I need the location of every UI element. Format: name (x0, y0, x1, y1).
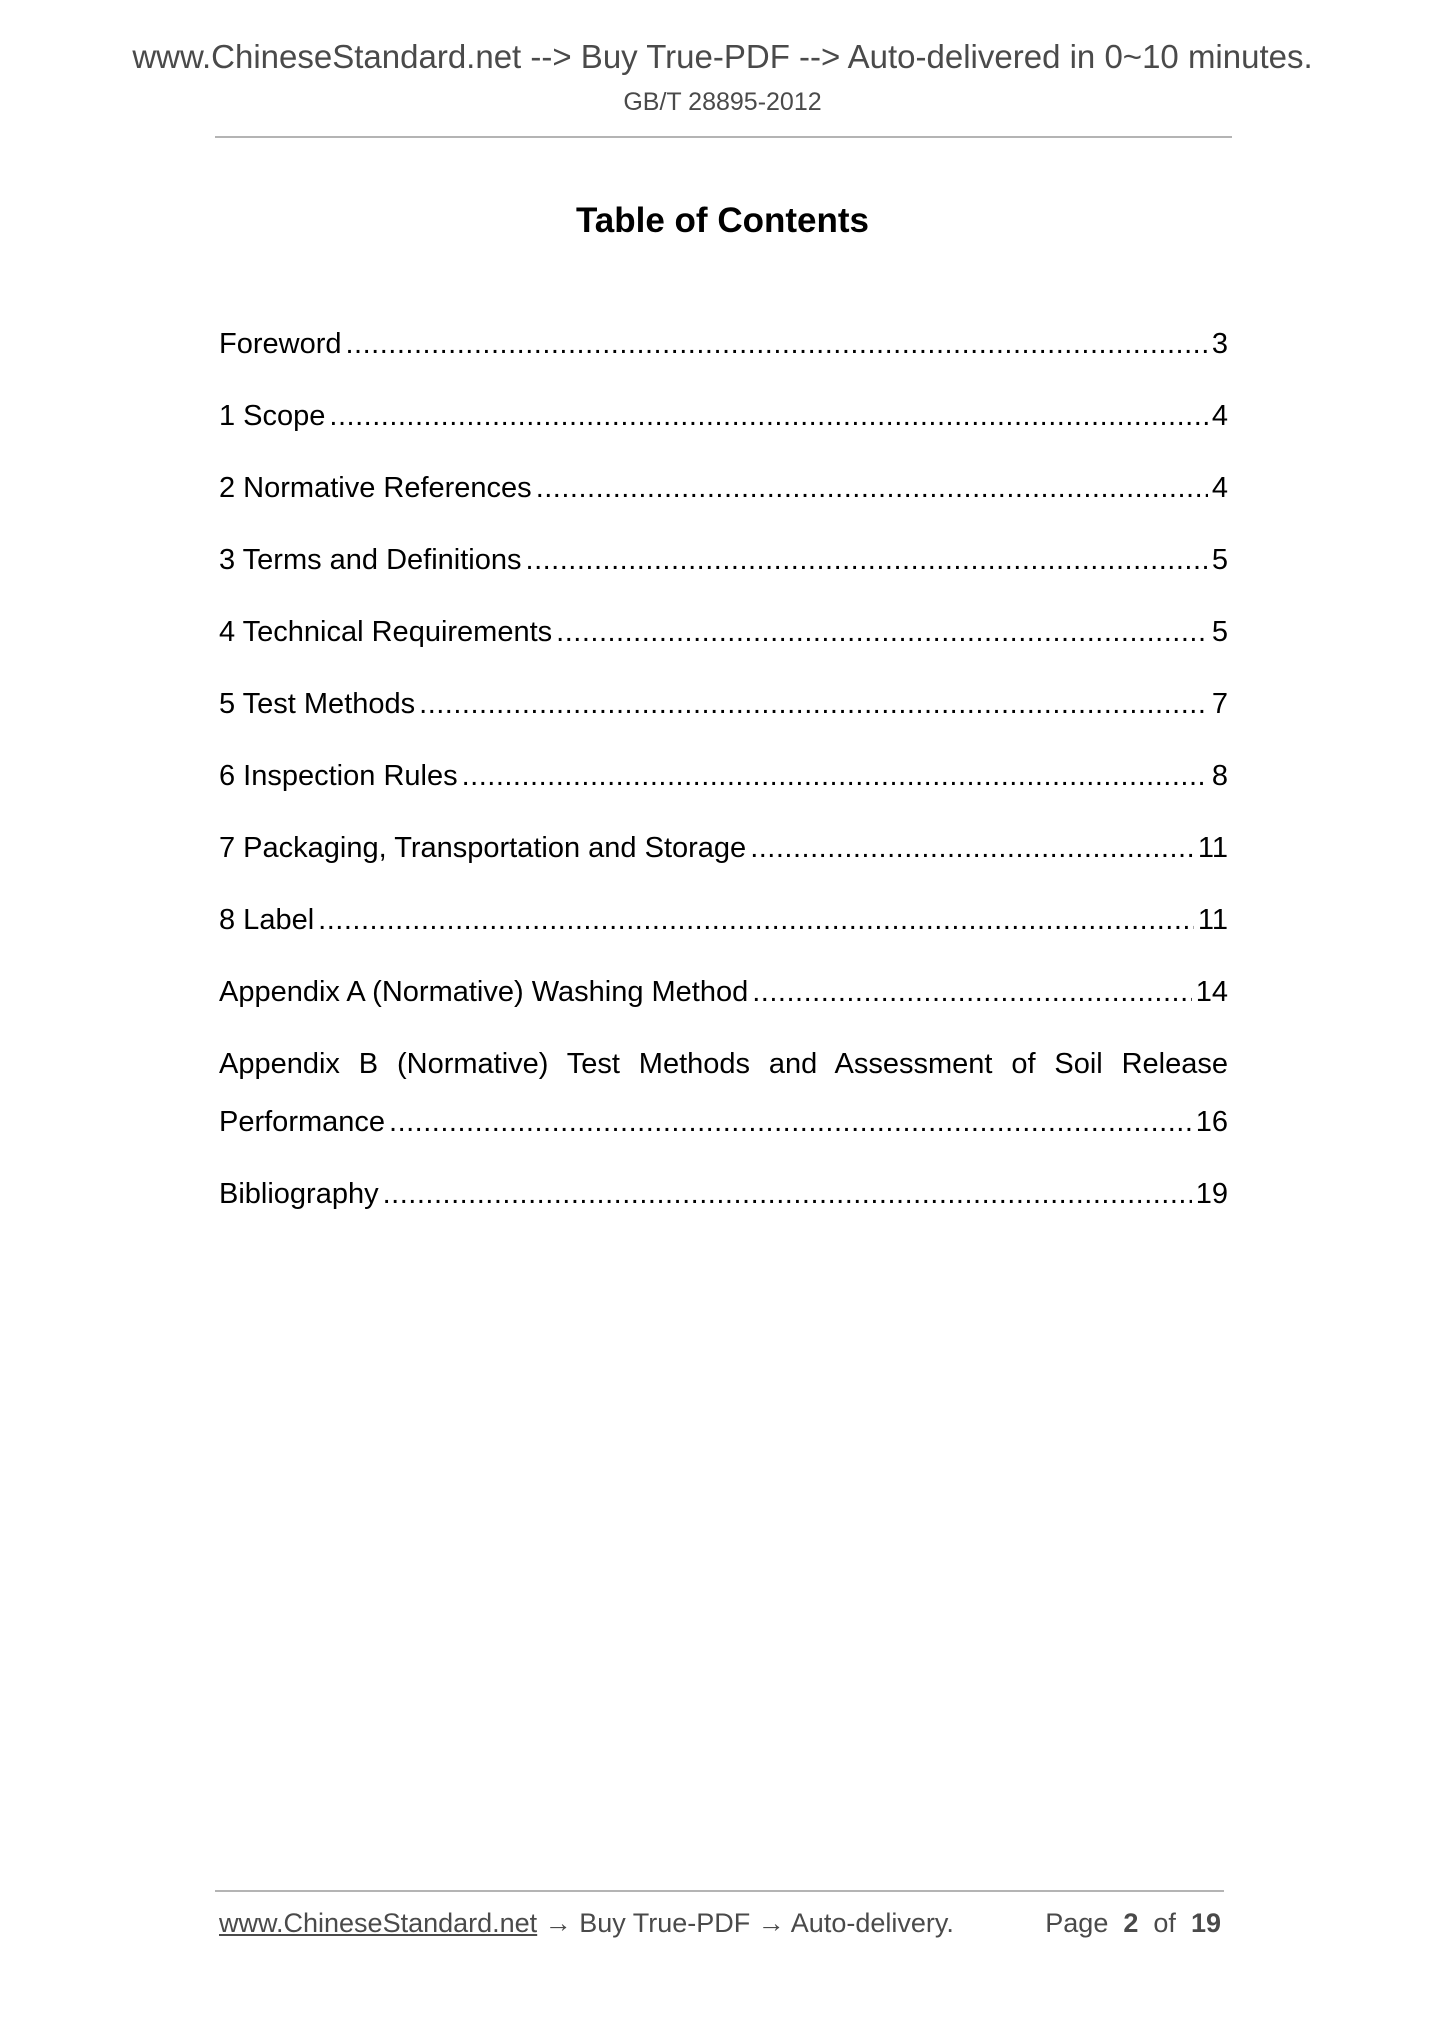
toc-entry-page: 3 (1211, 328, 1228, 360)
dot-leader (750, 828, 1194, 868)
toc-entry-page: 11 (1197, 904, 1228, 936)
toc-entry-packaging[interactable] (219, 828, 1228, 868)
toc-entry-label: 5 Test Methods (219, 688, 416, 720)
toc-entry-page: 19 (1195, 1178, 1228, 1210)
toc-entry-page: 11 (1197, 832, 1228, 864)
of-word: of (1153, 1908, 1176, 1938)
dot-leader (536, 468, 1208, 508)
toc-entry-scope[interactable] (219, 396, 1228, 436)
dot-leader (318, 900, 1194, 940)
dot-leader (462, 756, 1208, 796)
toc-entry-page: 14 (1195, 976, 1228, 1008)
page-current: 2 (1123, 1908, 1139, 1938)
dot-leader (383, 1174, 1192, 1214)
page-total: 19 (1190, 1908, 1221, 1938)
toc-entry-label: 3 Terms and Definitions (219, 544, 522, 576)
toc-entry-bibliography[interactable] (219, 1174, 1228, 1214)
toc-entry-label: Bibliography (219, 1178, 379, 1210)
toc-entry-label-section[interactable] (219, 900, 1228, 940)
toc-entry-label: 7 Packaging, Transportation and Storage (219, 832, 747, 864)
page-footer (219, 1908, 1224, 1944)
toc-entry-label: Performance (219, 1106, 386, 1138)
header-divider (215, 136, 1232, 138)
toc-entry-label: 1 Scope (219, 400, 326, 432)
toc-entry-appendix-b[interactable] (219, 1102, 1228, 1142)
dot-leader (329, 396, 1207, 436)
arrow-right-icon: → (757, 1908, 785, 1938)
toc-entry-normative-references[interactable] (219, 468, 1228, 508)
dot-leader (556, 612, 1208, 652)
arrow-right-icon: → (544, 1908, 572, 1938)
footer-divider (215, 1890, 1224, 1892)
toc-entry-inspection-rules[interactable] (219, 756, 1228, 796)
toc-entry-technical-requirements[interactable] (219, 612, 1228, 652)
page-indicator (1045, 1908, 1221, 1939)
footer-promo (219, 1908, 954, 1939)
page-word: Page (1045, 1908, 1109, 1938)
toc-entry-page: 4 (1211, 400, 1228, 432)
toc-entry-appendix-a[interactable] (219, 972, 1228, 1012)
toc-title: Table of Contents (576, 201, 869, 240)
toc-entry-page: 4 (1211, 472, 1228, 504)
standard-number: GB/T 28895-2012 (623, 88, 822, 116)
toc-entry-page: 7 (1211, 688, 1228, 720)
toc-entry-test-methods[interactable] (219, 684, 1228, 724)
toc-entry-label: 2 Normative References (219, 472, 532, 504)
toc-entry-terms-and-definitions[interactable] (219, 540, 1228, 580)
toc-entry-label: 4 Technical Requirements (219, 616, 553, 648)
toc-entry-label: 6 Inspection Rules (219, 760, 458, 792)
footer-text-buy: Buy True-PDF (579, 1908, 751, 1938)
toc-entry-foreword[interactable] (219, 324, 1228, 364)
footer-text-delivery: Auto-delivery. (790, 1908, 954, 1938)
dot-leader (346, 324, 1208, 364)
toc-entry-appendix-b-line1[interactable]: Appendix B (Normative) Test Methods and Assessment of Soil Release (219, 1048, 1228, 1080)
toc-entry-label: Foreword (219, 328, 342, 360)
dot-leader (389, 1102, 1192, 1142)
footer-site-link[interactable]: www.ChineseStandard.net (219, 1908, 538, 1938)
toc-entry-page: 8 (1211, 760, 1228, 792)
toc-entry-page: 5 (1211, 544, 1228, 576)
site-banner: www.ChineseStandard.net --> Buy True-PDF --> Auto-delivered in 0~10 minutes. (132, 38, 1313, 75)
toc-entry-page: 5 (1211, 616, 1228, 648)
toc-entry-page: 16 (1195, 1106, 1228, 1138)
dot-leader (752, 972, 1191, 1012)
dot-leader (419, 684, 1208, 724)
toc-entry-label: 8 Label (219, 904, 315, 936)
toc-entry-label: Appendix A (Normative) Washing Method (219, 976, 749, 1008)
dot-leader (526, 540, 1208, 580)
